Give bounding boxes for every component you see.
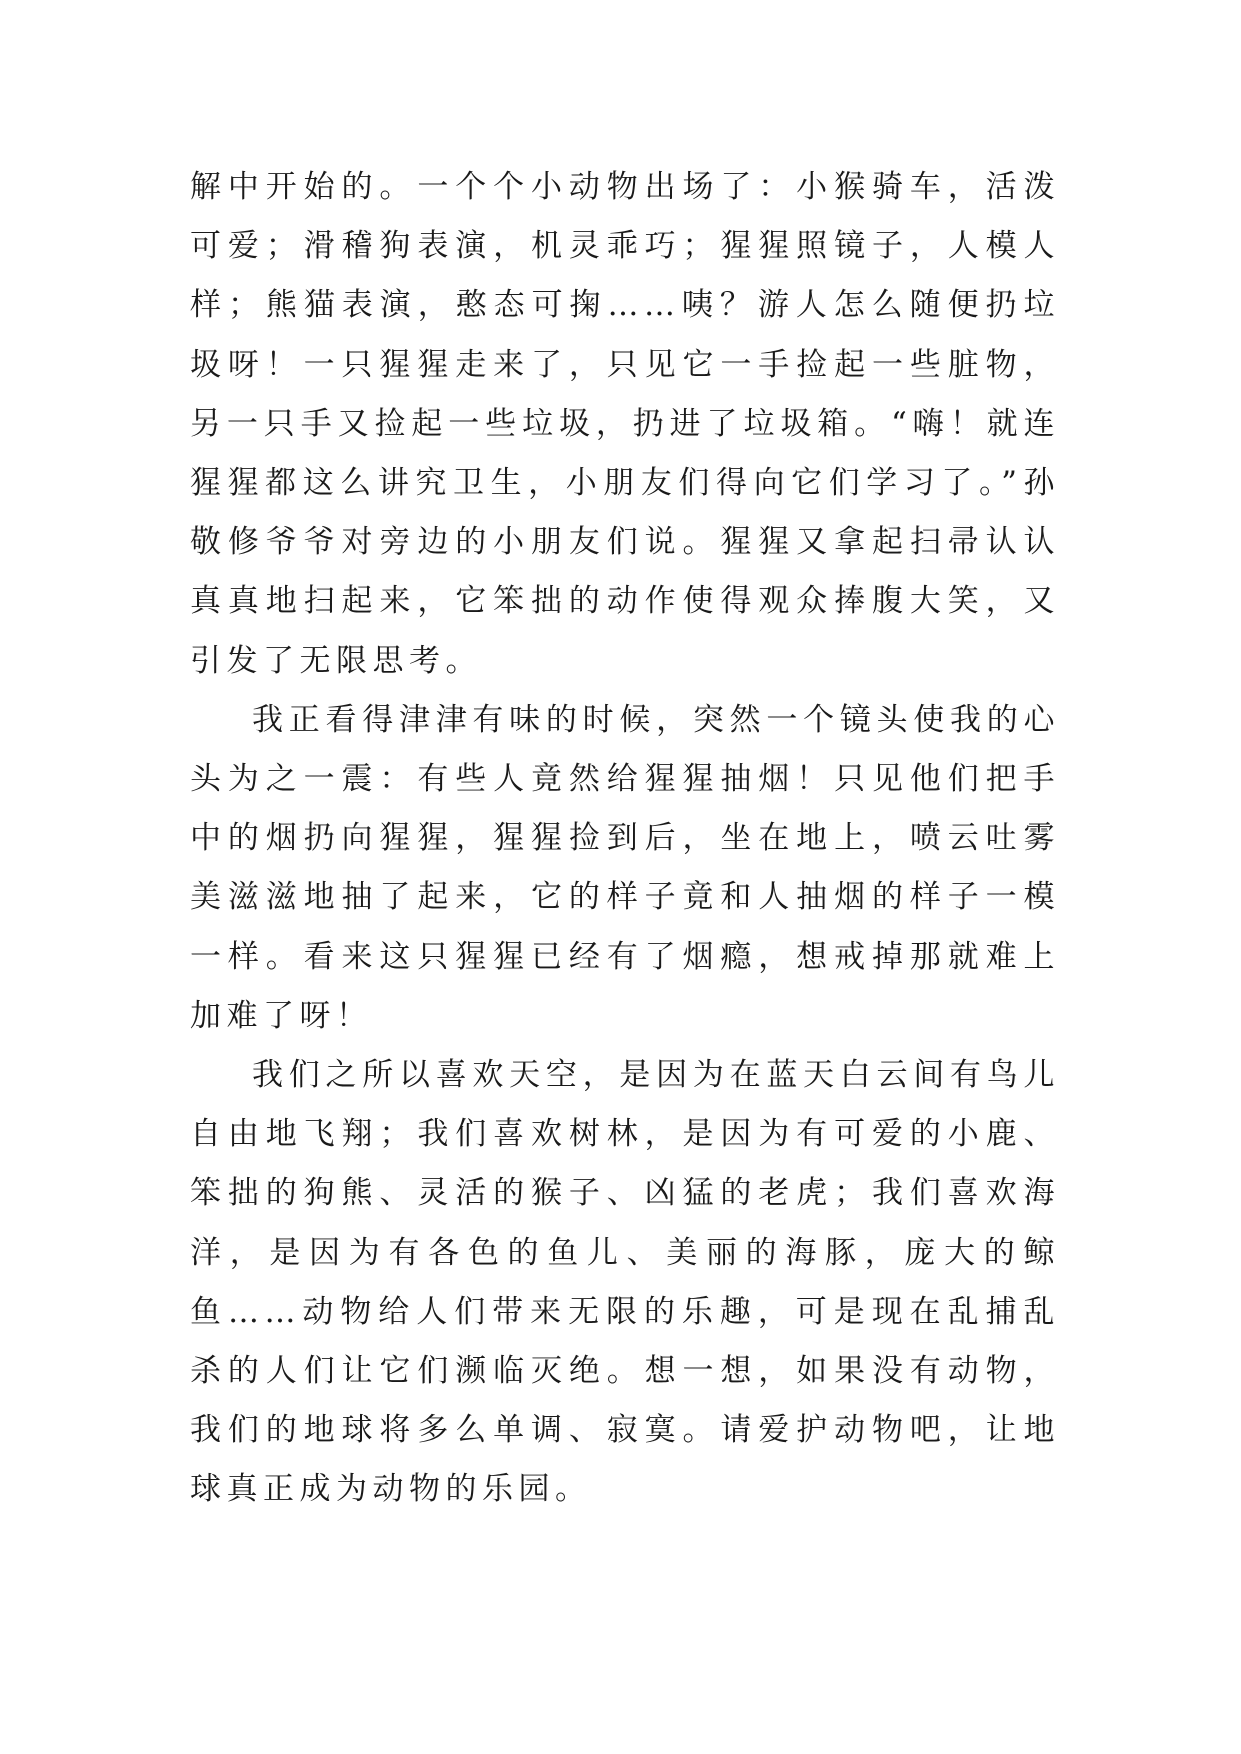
paragraph-1: 解中开始的。一个个小动物出场了：小猴骑车，活泼可爱；滑稽狗表演，机灵乖巧；猩猩照镜子，人模人样；熊猫表演，憨态可掬……咦？游人怎么随便扔垃圾呀！一只猩猩走来了，只见它一手捡起一些脏物，另一只手又捡起一些垃圾，扔进了垃圾箱。“嗨！就连猩猩都这么讲究卫生，小朋友们得向它们学习了。”孙敬修爷爷对旁边的小朋友们说。猩猩又拿起扫帚认认真真地扫起来，它笨拙的动作使得观众捧腹大笑，又引发了无限思考。 [190, 169, 1060, 679]
paragraph-2: 我正看得津津有味的时候，突然一个镜头使我的心头为之一震：有些人竟然给猩猩抽烟！只见他们把手中的烟扔向猩猩，猩猩捡到后，坐在地上，喷云吐雾美滋滋地抽了起来，它的样子竟和人抽烟的样子一模一样。看来这只猩猩已经有了烟瘾，想戒掉那就难上加难了呀！ [190, 701, 1060, 1034]
document-body [190, 158, 1060, 1520]
paragraph-3: 我们之所以喜欢天空，是因为在蓝天白云间有鸟儿自由地飞翔；我们喜欢树林，是因为有可爱的小鹿、笨拙的狗熊、灵活的猴子、凶猛的老虎；我们喜欢海洋，是因为有各色的鱼儿、美丽的海豚，庞大的鲸鱼……动物给人们带来无限的乐趣，可是现在乱捕乱杀的人们让它们濒临灭绝。想一想，如果没有动物，我们的地球将多么单调、寂寞。请爱护动物吧，让地球真正成为动物的乐园。 [190, 1057, 1060, 1508]
